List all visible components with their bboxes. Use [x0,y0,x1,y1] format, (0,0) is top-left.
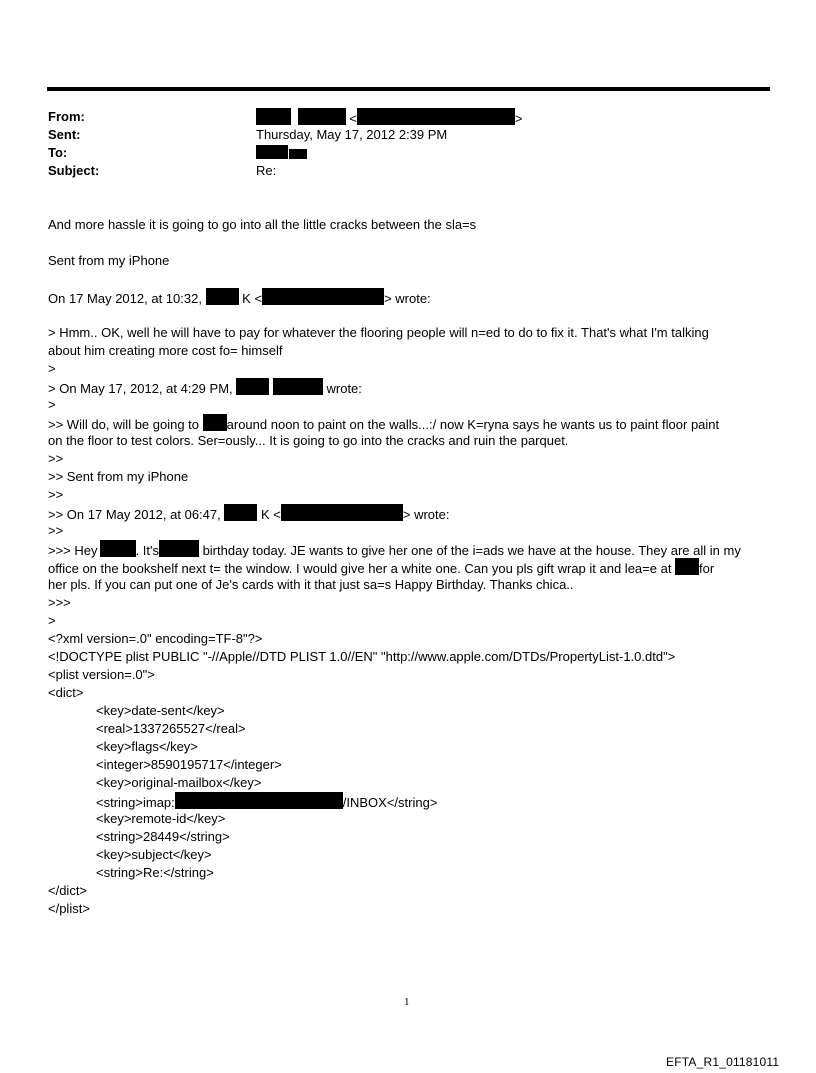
sent-label: Sent: [48,127,81,142]
xml-line: <string>Re:</string> [96,865,214,880]
body-line: >> [48,523,64,538]
body-line: > [48,397,56,412]
redaction-block [273,378,323,395]
redaction-block [236,378,269,395]
redaction-block [203,414,227,431]
redaction-block [206,288,239,305]
quote-header-text: On 17 May 2012, at 10:32, [48,291,202,306]
quote-header-text: > wrote: [384,291,431,306]
from-label: From: [48,109,85,124]
body-text: >> Will do, will be going to [48,417,203,432]
xml-line: <string>28449</string> [96,829,230,844]
quote-header-text: >> On 17 May 2012, at 06:47, [48,507,221,522]
xml-line: <!DOCTYPE plist PUBLIC "-//Apple//DTD PLIST 1.0//EN" "http://www.apple.com/DTDs/PropertyList-1.0.dtd"> [48,649,676,664]
quote-header-text: > On May 17, 2012, at 4:29 PM, [48,381,233,396]
body-text: for [699,561,715,576]
quote-header [48,288,431,308]
xml-text: /INBOX</string> [342,795,438,810]
to-label: To: [48,145,68,160]
redaction-block [289,149,307,159]
redaction-block [281,504,403,521]
body-line [48,414,719,434]
xml-line: <key>original-mailbox</key> [96,775,262,790]
quote-header-text: wrote: [322,381,362,396]
subject-value: Re: [256,163,277,178]
body-line: > [48,361,56,376]
redaction-block [256,145,288,159]
quote-header-text: K < [238,291,263,306]
body-line: >> [48,451,64,466]
body-text: >>> Hey [48,543,98,558]
redaction-block [357,108,515,125]
redaction-block [175,792,343,809]
quote-header-text: > wrote: [402,507,450,522]
xml-line [96,792,437,812]
redaction-block [262,288,384,305]
xml-line: <dict> [48,685,84,700]
body-text: . It's [135,543,159,558]
quote-header [48,378,362,398]
redaction-block [298,108,346,125]
xml-line: <key>flags</key> [96,739,198,754]
body-line: her pls. If you can put one of Je's cards with it that just sa=s Happy Birthday. Thanks chica.. [48,577,574,592]
body-line [48,558,714,578]
body-text: around noon to paint on the walls...:/ now K=ryna says he wants us to paint floor paint [226,417,720,432]
xml-line: <plist version=.0"> [48,667,155,682]
body-line: about him creating more cost fo= himself [48,343,283,358]
from-lt: < [349,111,357,126]
document-id: EFTA_R1_01181011 [666,1055,780,1069]
redaction-block [675,558,699,575]
quote-header [48,504,449,524]
body-line [48,540,741,560]
body-line: > [48,613,56,628]
sent-value: Thursday, May 17, 2012 2:39 PM [256,127,448,142]
redaction-block [224,504,257,521]
body-line: >> Sent from my iPhone [48,469,189,484]
xml-line: </dict> [48,883,88,898]
body-line: on the floor to test colors. Ser=ously... It is going to go into the cracks and ruin the parquet. [48,433,569,448]
body-line: >>> [48,595,71,610]
xml-line: <key>subject</key> [96,847,212,862]
xml-line: </plist> [48,901,90,916]
body-text: birthday today. JE wants to give her one of the i=ads we have at the house. They are all in my [198,543,741,558]
header-rule [47,87,770,91]
redaction-block [100,540,136,557]
redaction-block [256,108,291,125]
quote-header-text: K < [257,507,281,522]
body-line: Sent from my iPhone [48,253,170,268]
from-gt: > [514,111,523,126]
to-value [256,144,307,162]
body-line: And more hassle it is going to go into all the little cracks between the sla=s [48,217,477,232]
from-value [256,108,522,128]
xml-line: <real>1337265527</real> [96,721,246,736]
page-number: 1 [404,996,410,1008]
body-line: >> [48,487,64,502]
xml-line: <?xml version=.0" encoding=TF-8"?> [48,631,263,646]
body-line: > Hmm.. OK, well he will have to pay for whatever the flooring people will n=ed to do to fix it. That's what I'm talking [48,325,709,340]
redaction-block [159,540,199,557]
xml-line: <integer>8590195717</integer> [96,757,282,772]
xml-line: <key>remote-id</key> [96,811,226,826]
subject-label: Subject: [48,163,100,178]
body-text: office on the bookshelf next t= the window. I would give her a white one. Can you pls gift wrap it and lea=e at [48,561,676,576]
xml-line: <key>date-sent</key> [96,703,225,718]
xml-text: <string>imap: [96,795,175,810]
